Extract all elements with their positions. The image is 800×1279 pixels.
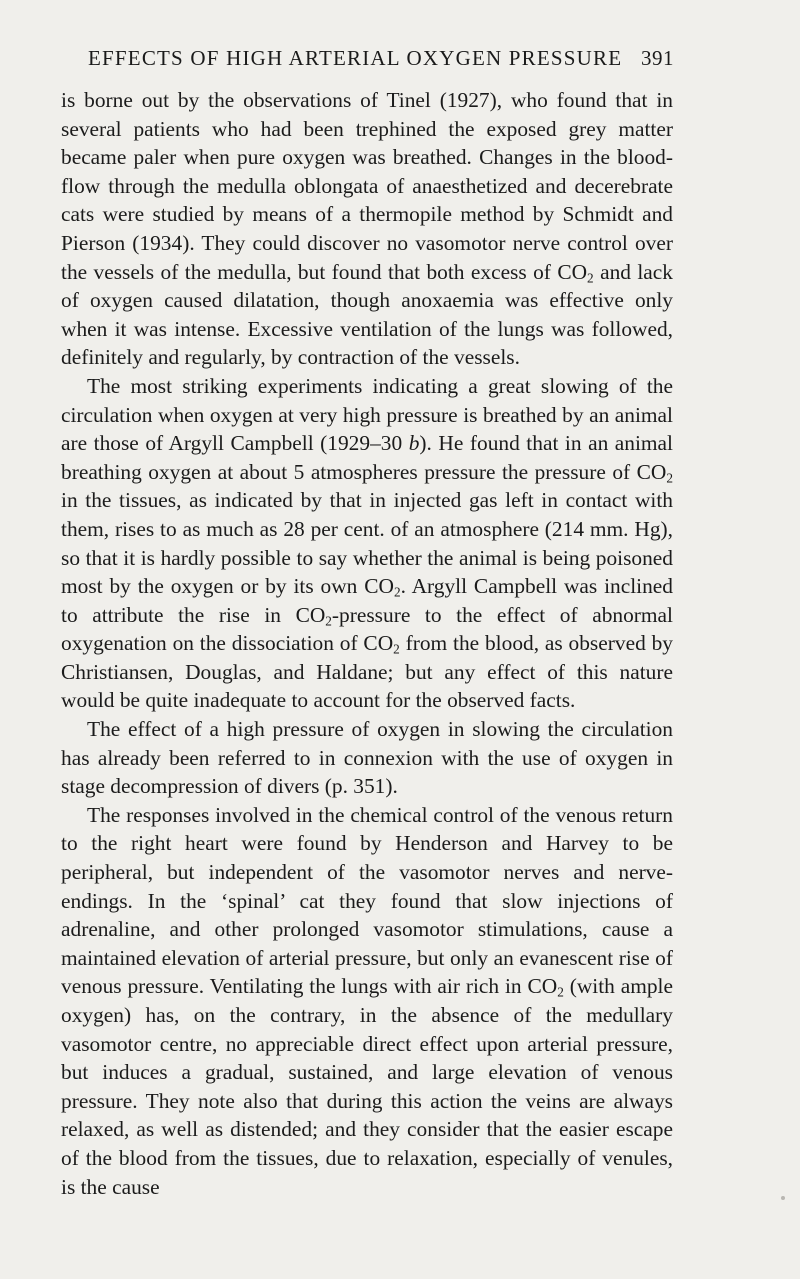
page-number: 391 [641,46,674,70]
paragraph-2 [61,372,673,715]
text-run: The effect of a high pressure of oxygen in slowing the circulation has already been referred to in connexion with the use of oxygen in stage decompression of divers (p. 351). [61,717,673,799]
text-run: from the blood, as observed by Christiansen, Douglas, and Haldane; but any effect of this nature would be quite inadequate to account for the observed facts. [61,631,673,713]
subscript: 2 [393,641,400,657]
text-run: in the tissues, as indicated by that in injected gas left in contact with them, rises to as much as 28 per cent. of an atmosphere (214 mm. Hg), so that it is hardly possible to say whether the animal is being poisoned most by the oxygen or by its own CO [61,488,673,599]
subscript: 2 [393,584,401,600]
text-run: and lack of oxygen caused dilatation, though anoxaemia was effective only when it was intense. Excessive ventilation of the lungs was followed, definitely and regularly, by contraction of the vessels. [61,259,673,370]
italic-text: b [408,431,420,456]
text-run: The most striking experiments indicating a great slowing of the circulation when oxygen at very high pressure is breathed by an animal are those of Argyll Campbell (1929–30 [61,373,673,456]
text-run: . Argyll Campbell was inclined to attribute the rise in CO [61,574,673,627]
page-header [88,46,674,76]
subscript: 2 [587,269,594,285]
paragraph-4 [61,801,673,1201]
text-run: (with ample oxygen) has, on the contrary, in the absence of the medullary vasomotor centre, no appreciable direct effect upon arterial pressure, but induces a gradual, sustained, and large elevation of venous pressure. They note also that during this action the veins are always relaxed, as well as distended; and they consider that the easier escape of the blood from the tissues, due to relaxation, especially of venules, is the cause [61,974,673,1199]
text-run: -pressure to the effect of abnormal oxygenation on the dissociation of CO [61,602,673,656]
paper-speck [781,1196,785,1200]
subscript: 2 [325,613,332,628]
text-run: The responses involved in the chemical control of the venous return to the right heart were found by Henderson and Harvey to be peripheral, but independent of the vasomotor nerves and nerve-endings. In the ‘spinal’ cat they found that slow injections of adrenaline, and other prolonged vasomotor stimulations, cause a maintained elevation of arterial pressure, but only an evanescent rise of venous pressure. Ventilating the lungs with air rich in CO [61,802,673,999]
text-run: is borne out by the observations of Tinel (1927), who found that in several patients who had been trephined the exposed grey matter became paler when pure oxygen was breathed. Changes in the blood-flow through the medulla oblongata of anaesthetized and decerebrate cats were studied by means of a thermopile method by Schmidt and Pierson (1934). They could discover no vasomotor nerve control over the vessels of the medulla, but found that both excess of CO [61,88,673,284]
running-title: EFFECTS OF HIGH ARTERIAL OXYGEN PRESSURE [88,46,623,70]
text-run: ). He found that in an animal breathing oxygen at about 5 atmospheres pressure the pressure of CO [61,431,673,484]
subscript: 2 [666,470,673,486]
paragraph-1 [61,86,673,372]
subscript: 2 [557,984,564,1000]
body-text [61,86,673,1201]
paragraph-3 [61,715,673,801]
